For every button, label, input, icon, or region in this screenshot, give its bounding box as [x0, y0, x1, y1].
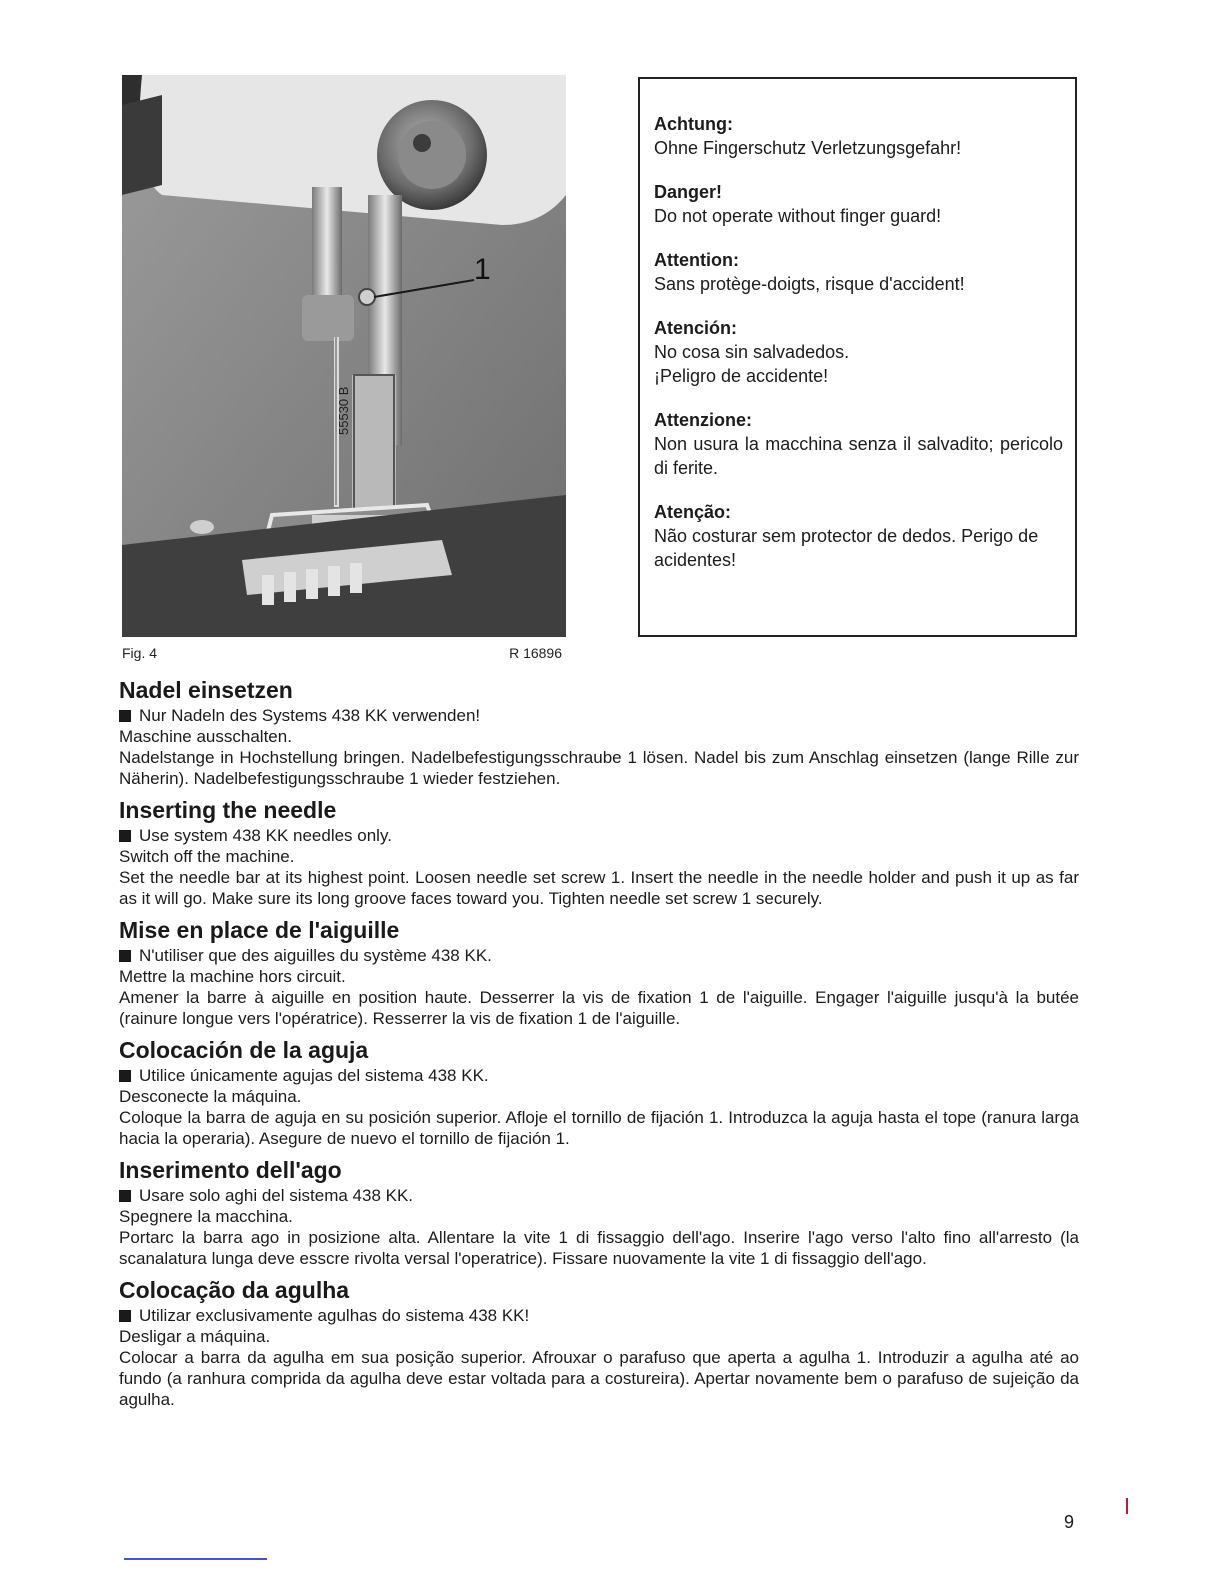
section-title: Colocação da agulha	[119, 1277, 350, 1303]
section-bullet: Utilizar exclusivamente agulhas do sistema 438 KK!	[119, 1305, 1079, 1326]
presser-foot-code: 55530 B	[336, 386, 351, 435]
warning-pt	[654, 500, 1063, 572]
section-title: Colocación de la aguja	[119, 1037, 369, 1063]
warning-text	[654, 272, 1063, 296]
warning-it	[654, 408, 1063, 480]
instruction-sections	[119, 675, 1079, 1416]
figure-reference: R 16896	[509, 645, 562, 661]
warning-line: Do not operate without finger guard!	[654, 206, 942, 226]
warning-text	[654, 432, 1063, 480]
section-body: Coloque la barra de aguja en su posición superior. Afloje el tornillo de fijación 1. Introduzca la aguja hasta el tope (ranura larga hacia la operaria). Asegure de nuevo el tornillo de fijación 1.	[119, 1108, 1079, 1148]
section-title: Inserting the needle	[119, 797, 337, 823]
warning-title: Atención:	[654, 318, 737, 338]
warning-de	[654, 112, 1063, 160]
warning-fr	[654, 248, 1063, 296]
warning-text	[654, 524, 1063, 572]
section-fr	[119, 915, 1079, 1029]
section-it	[119, 1155, 1079, 1269]
warning-line: No cosa sin salvadedos.	[654, 342, 850, 362]
section-step: Maschine ausschalten.	[119, 727, 292, 746]
section-title: Nadel einsetzen	[119, 677, 293, 703]
needle-photo	[122, 75, 566, 637]
warning-line: Ohne Fingerschutz Verletzungsgefahr!	[654, 138, 962, 158]
warning-line: Sans protège-doigts, risque d'accident!	[654, 274, 965, 294]
section-body: Nadelstange in Hochstellung bringen. Nadelbefestigungsschraube 1 lösen. Nadel bis zum Anschlag einsetzen (lange Rille zur Näherin). Nadelbefestigungsschraube 1 wieder festziehen.	[119, 748, 1079, 788]
warning-text	[654, 136, 1063, 160]
section-bullet: Nur Nadeln des Systems 438 KK verwenden!	[119, 705, 1079, 726]
section-body: Colocar a barra da agulha em sua posição superior. Afrouxar o parafuso que aperta a agulha 1. Introduzir a agulha até ao fundo (a ranhura comprida da agulha deve estar voltada para a costureira). Apertar novamente bem o parafuso de sujeição da agulha.	[119, 1348, 1079, 1409]
warning-en	[654, 180, 1063, 228]
section-step: Switch off the machine.	[119, 847, 295, 866]
warning-text	[654, 204, 1063, 228]
edge-mark	[1126, 1498, 1128, 1514]
warning-box	[638, 77, 1077, 637]
warning-title: Atenção:	[654, 502, 732, 522]
section-en	[119, 795, 1079, 909]
figure-label: Fig. 4	[122, 645, 158, 661]
needle-mechanism-illustration	[122, 75, 566, 637]
section-title: Mise en place de l'aiguille	[119, 917, 400, 943]
warning-title: Danger!	[654, 182, 723, 202]
warning-line: Não costurar sem protector de dedos. Perigo de acidentes!	[654, 526, 1039, 570]
section-bullet: Use system 438 KK needles only.	[119, 825, 1079, 846]
warning-title: Achtung:	[654, 114, 733, 134]
section-de	[119, 675, 1079, 789]
warning-title: Attenzione:	[654, 410, 752, 430]
bottom-rule	[124, 1558, 267, 1560]
section-bullet: Utilice únicamente agujas del sistema 438 KK.	[119, 1065, 1079, 1086]
callout-number: 1	[474, 253, 491, 286]
warning-line: Non usura la macchina senza il salvadito; pericolo di ferite.	[654, 434, 1063, 478]
section-bullet: N'utiliser que des aiguilles du système 438 KK.	[119, 945, 1079, 966]
section-pt	[119, 1275, 1079, 1410]
section-title: Inserimento dell'ago	[119, 1157, 342, 1183]
section-step: Spegnere la macchina.	[119, 1207, 293, 1226]
section-body: Amener la barre à aiguille en position haute. Desserrer la vis de fixation 1 de l'aiguille. Engager l'aiguille jusqu'à la butée (rainure longue vers l'opératrice). Resserrer la vis de fixation 1 de l'aiguille.	[119, 988, 1079, 1028]
section-es	[119, 1035, 1079, 1149]
warning-line: ¡Peligro de accidente!	[654, 366, 829, 386]
warning-es	[654, 316, 1063, 388]
section-step: Desconecte la máquina.	[119, 1087, 302, 1106]
section-bullet: Usare solo aghi del sistema 438 KK.	[119, 1185, 1079, 1206]
section-body: Portarc la barra ago in posizione alta. Allentare la vite 1 di fissaggio dell'ago. Inserire l'ago verso l'alto fino all'arresto (la scanalatura lunga deve esscre rivolta versal l'operatrice). Fissare nuovamente la vite 1 di fissaggio dell'ago.	[119, 1228, 1079, 1268]
section-step: Mettre la machine hors circuit.	[119, 967, 346, 986]
warning-title: Attention:	[654, 250, 739, 270]
warning-text	[654, 340, 1063, 388]
section-step: Desligar a máquina.	[119, 1327, 271, 1346]
page-number: 9	[1064, 1512, 1075, 1532]
section-body: Set the needle bar at its highest point. Loosen needle set screw 1. Insert the needle in the needle holder and push it up as far as it will go. Make sure its long groove faces toward you. Tighten needle set screw 1 securely.	[119, 868, 1079, 908]
